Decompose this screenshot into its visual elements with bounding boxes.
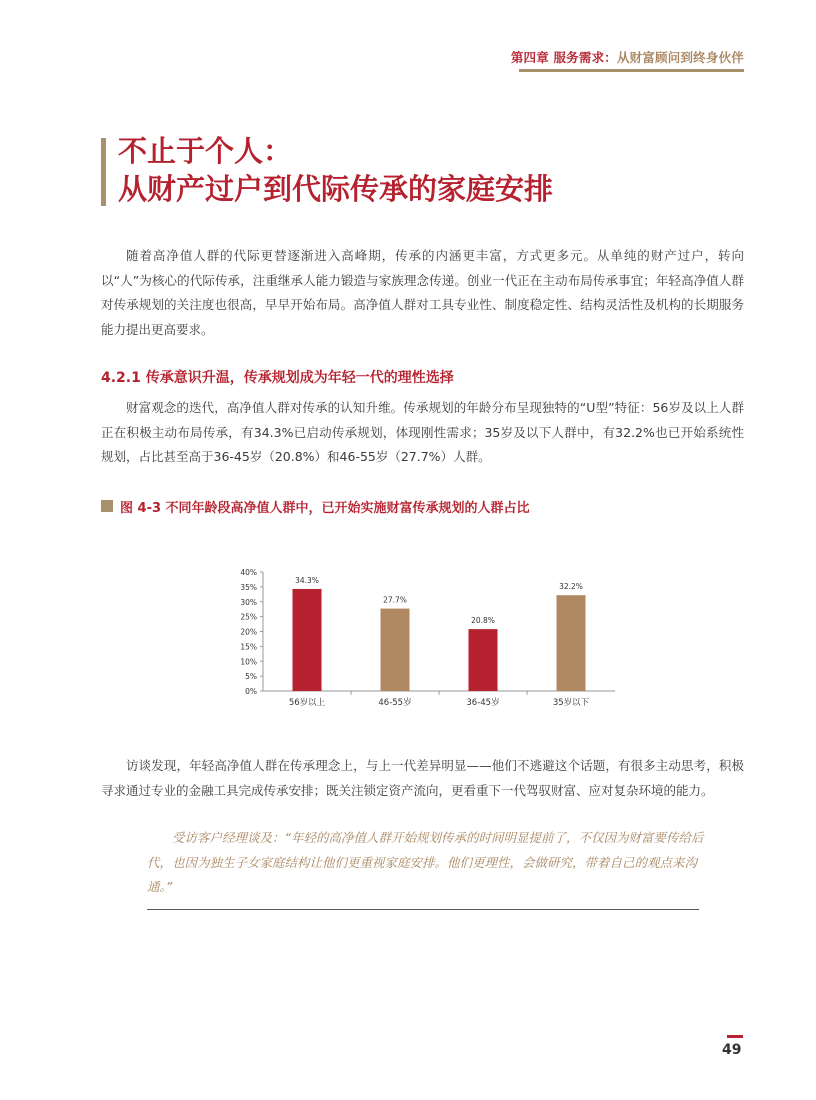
section-paragraph: 财富观念的迭代，高净值人群对传承的认知升维。传承规划的年龄分布呈现独特的“U型”特征：56岁及以上人群正在积极主动布局传承，有34.3%已启动传承规划，体现刚性需求；35岁及以下人群中，有32.2%也已开始系统性规划，占比甚至高于36-45岁（20.8%）和46-55岁（27.7%）人群。 [101, 400, 744, 464]
bar-chart [220, 560, 620, 720]
page-title [118, 132, 553, 208]
bar-data-label: 32.2% [559, 582, 583, 592]
x-tick-label: 46-55岁 [378, 698, 412, 708]
running-header [511, 48, 744, 66]
bar-data-label: 27.7% [383, 595, 407, 605]
x-tick-label: 36-45岁 [466, 698, 500, 708]
y-tick-label: 25% [240, 612, 257, 622]
page-number-mark [727, 1035, 743, 1038]
title-line-1: 不止于个人： [118, 134, 293, 168]
quote-rule [147, 909, 699, 910]
interview-paragraph: 访谈发现，年轻高净值人群在传承理念上，与上一代差异明显——他们不逃避这个话题，有很多主动思考，积极寻求通过专业的金融工具完成传承安排；既关注锁定资产流向，更看重下一代驾驭财富、应对复杂环境的能力。 [101, 758, 744, 798]
bar-2 [381, 609, 410, 691]
header-subtitle: 从财富顾问到终身伙伴 [616, 50, 744, 65]
figure-caption: 图 4-3 不同年龄段高净值人群中，已开始实施财富传承规划的人群占比 [120, 501, 530, 516]
y-tick-label: 40% [240, 568, 257, 577]
bar-3 [469, 629, 498, 691]
figure-marker-square [101, 500, 113, 512]
bar-1 [293, 589, 322, 691]
x-tick-label: 35岁以下 [552, 698, 590, 708]
y-tick-label: 30% [240, 597, 257, 607]
header-rule [519, 69, 744, 72]
y-tick-label: 5% [245, 672, 257, 682]
x-tick-label: 56岁以上 [288, 698, 326, 708]
section-heading: 4.2.1 传承意识升温，传承规划成为年轻一代的理性选择 [101, 370, 454, 386]
y-tick-label: 15% [240, 642, 257, 652]
bar-data-label: 20.8% [471, 616, 495, 626]
intro-paragraph: 随着高净值人群的代际更替逐渐进入高峰期，传承的内涵更丰富，方式更多元。从单纯的财产过户，转向以“人”为核心的代际传承，注重继承人能力锻造与家族理念传递。创业一代正在主动布局传承事宜；年轻高净值人群对传承规划的关注度也很高，早早开始布局。高净值人群对工具专业性、制度稳定性、结构灵活性及机构的长期服务能力提出更高要求。 [101, 248, 744, 337]
y-tick-label: 10% [240, 657, 257, 667]
bar-data-label: 34.3% [295, 575, 319, 585]
title-accent-bar [101, 138, 106, 206]
quote-block: 受访客户经理谈及：“年轻的高净值人群开始规划传承的时间明显提前了，不仅因为财富要传给后代，也因为独生子女家庭结构让他们更重视家庭安排。他们更理性，会做研究，带着自己的观点来沟通。” [147, 830, 704, 894]
y-tick-label: 20% [240, 627, 257, 637]
page-number: 49 [722, 1042, 742, 1058]
header-chapter: 第四章 服务需求： [510, 50, 617, 65]
y-tick-label: 35% [240, 582, 257, 592]
bar-4 [557, 595, 586, 691]
title-line-2: 从财产过户到代际传承的家庭安排 [118, 172, 554, 206]
y-tick-label: 0% [245, 687, 257, 696]
